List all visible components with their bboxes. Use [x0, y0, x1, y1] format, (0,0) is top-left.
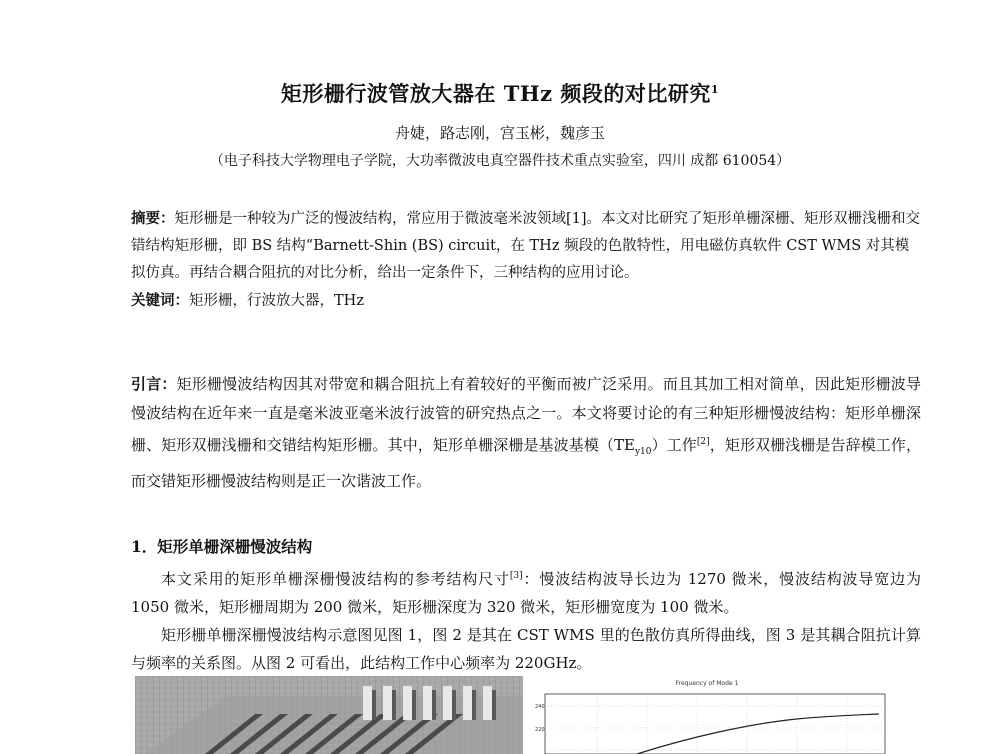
author-list: 舟婕，路志刚，宫玉彬，魏彦玉	[394, 124, 605, 142]
grating-schematic-image	[135, 676, 523, 754]
abstract-text: 矩形栅是一种较为广泛的慢波结构，常应用于微波毫米波领域[1]。本文对比研究了矩形单栅深栅、矩形双栅浅栅和交错结构矩形栅，即 BS 结构“Barnett-Shin (BS) circuit，在 THz 频段的色散特性，用电磁仿真软件 CST WMS 对其模拟仿真。再结合耦合阻抗的对比分析，给出一定条件下，三种结构的应用讨论。	[131, 211, 921, 281]
intro-text-3: ，矩形双栅浅栅是告辞模工作，而交错矩形栅慢波结构则是正一次谐波工作。	[131, 436, 921, 490]
y-tick-240: 240	[535, 704, 545, 710]
abstract-label: 摘要：	[131, 210, 175, 227]
citation-ref: [2]	[696, 437, 710, 447]
paragraph	[131, 562, 921, 621]
abstract	[131, 205, 921, 287]
introduction	[131, 370, 921, 496]
figure-2-title: Frequency of Mode 1	[675, 680, 739, 687]
title-footnote-marker: 1	[710, 83, 720, 96]
section-heading: 1．矩形单栅深栅慢波结构	[131, 537, 313, 556]
intro-text-2: ）工作	[651, 436, 697, 454]
mode-subscript: y10	[634, 447, 652, 457]
affiliation: （电子科技大学物理电子学院，大功率微波电真空器件技术重点实验室，四川 成都 610054）	[209, 153, 791, 169]
keywords	[131, 287, 921, 315]
keywords-label: 关键词：	[131, 292, 189, 309]
intro-text-1: 矩形栅慢波结构因其对带宽和耦合阻抗上有着较好的平衡而被广泛采用。而且其加工相对简单，因此矩形栅波导慢波结构在近年来一直是毫米波亚毫米波行波管的研究热点之一。本文将要讨论的有三种矩形栅慢波结构：矩形单栅深栅、矩形双栅浅栅和交错结构矩形栅。其中，矩形单栅深栅是基波基模（TE	[131, 375, 921, 454]
dispersion-plot	[527, 676, 887, 754]
paper-title	[0, 78, 1000, 108]
section-body	[131, 562, 921, 677]
paragraph-text: 本文采用的矩形单栅深栅慢波结构的参考结构尺寸	[161, 570, 510, 588]
y-tick-220: 220	[535, 727, 545, 733]
figure-1-schematic	[135, 676, 523, 754]
abstract-block	[131, 205, 921, 315]
intro-label: 引言：	[131, 375, 177, 393]
title-text: 矩形栅行波管放大器在 THz 频段的对比研究	[280, 81, 711, 106]
figure-2-dispersion	[527, 676, 887, 754]
citation-ref: [3]	[509, 571, 523, 581]
paragraph-text: ：慢波结构波导长边为 1270 微米，慢波结构波导宽边为 1050 微米，矩形栅周期为 200 微米，矩形栅深度为 320 微米，矩形栅宽度为 100 微米。	[131, 570, 921, 616]
plot-frame	[545, 694, 885, 754]
paragraph: 矩形栅单栅深栅慢波结构示意图见图 1，图 2 是其在 CST WMS 里的色散仿真所得曲线，图 3 是其耦合阻抗计算与频率的关系图。从图 2 可看出，此结构工作中心频率为 220GHz。	[131, 626, 921, 672]
keywords-text: 矩形栅，行波放大器，THz	[189, 293, 364, 309]
